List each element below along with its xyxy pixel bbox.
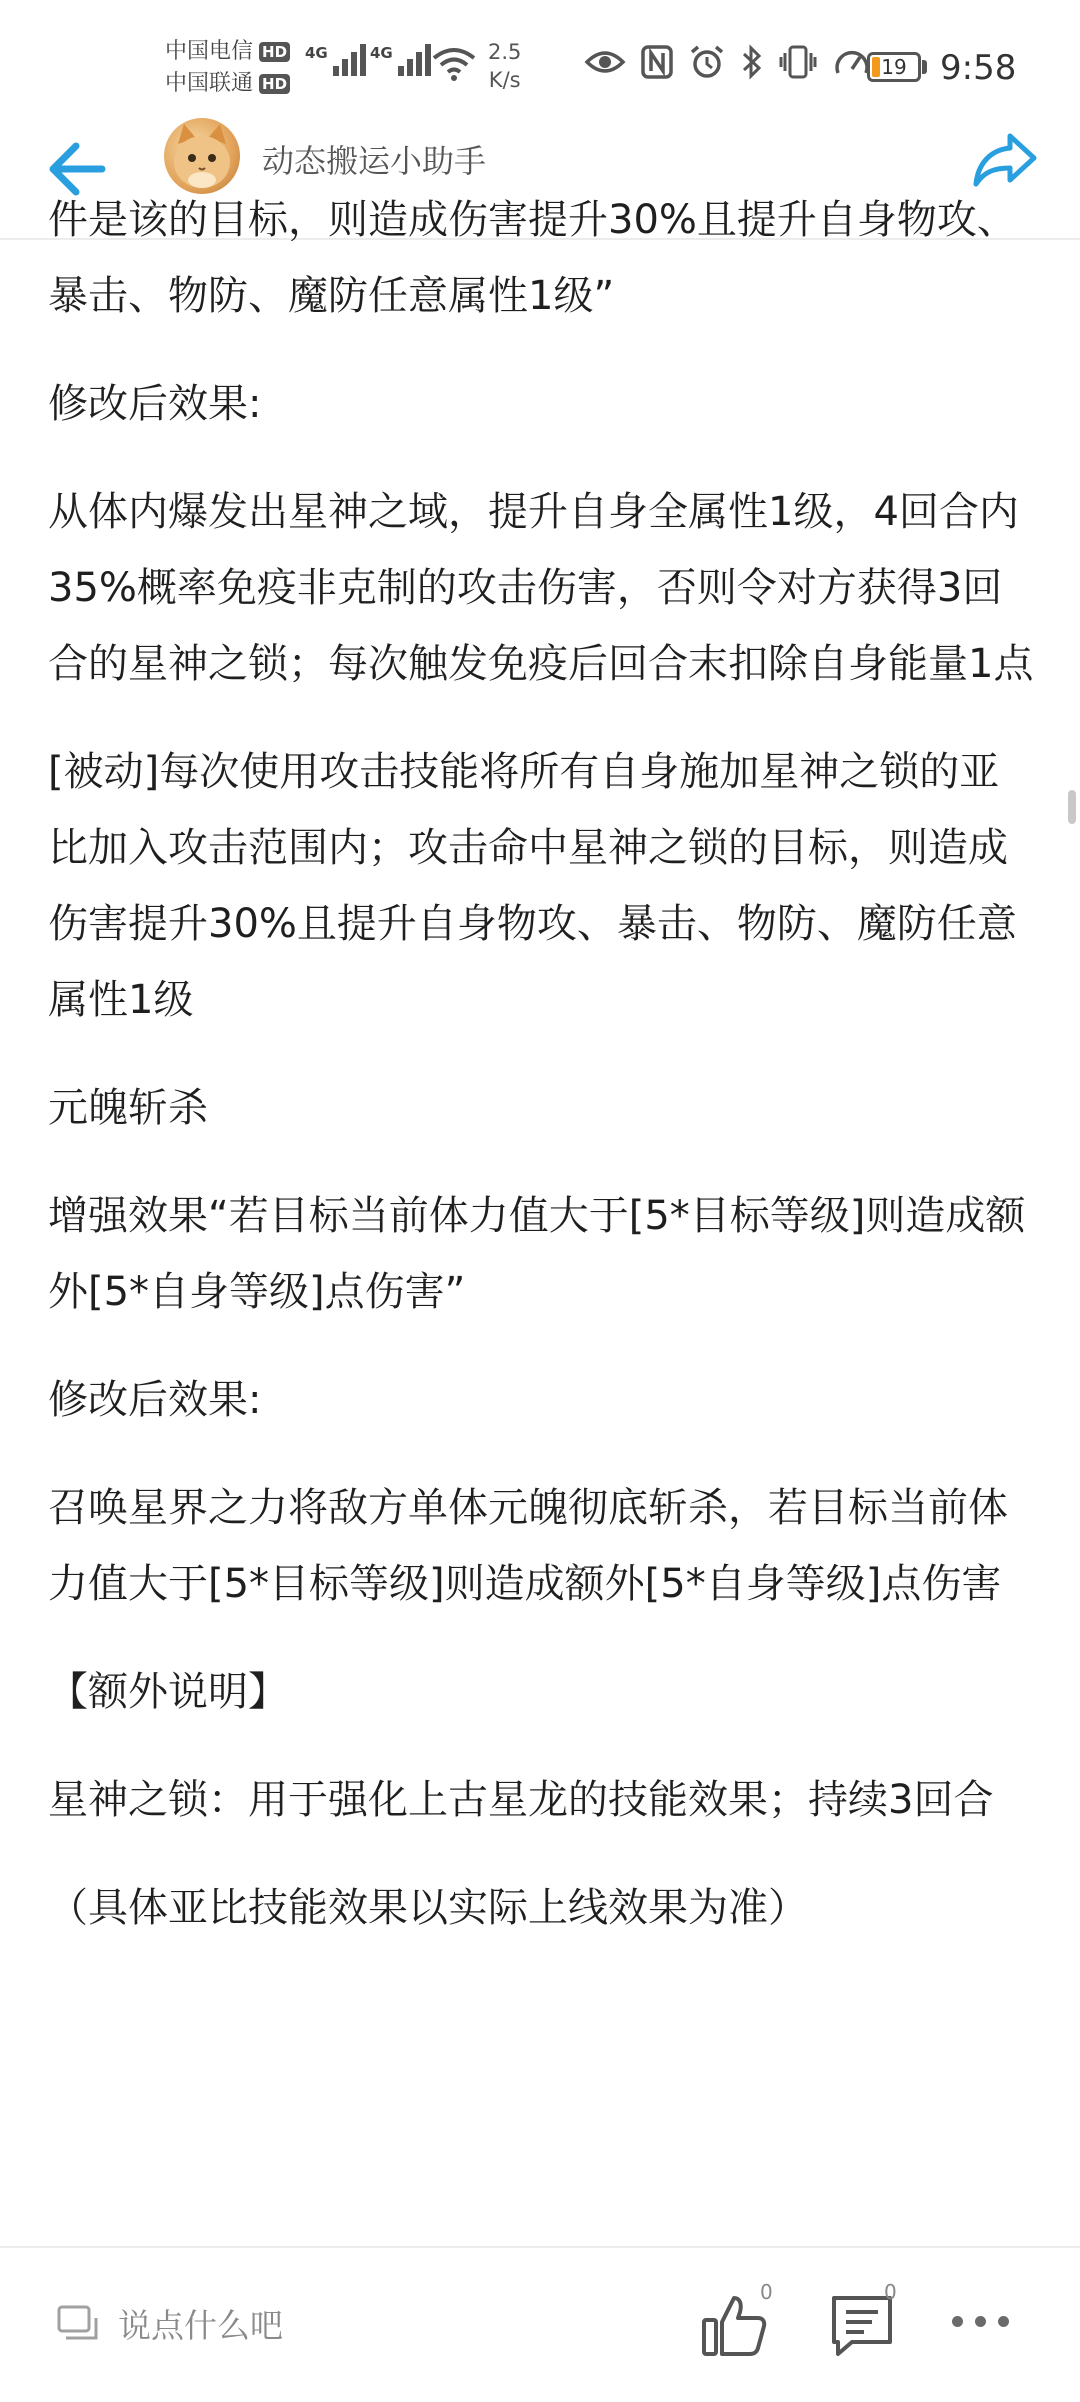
paragraph-extra-notes-heading: 【额外说明】 (48, 1669, 288, 1715)
network-speed (488, 38, 521, 94)
paragraph-summon-effect: 召唤星界之力将敌方单体元魄彻底斩杀，若目标当前体力值大于[5*目标等级]则造成额外[5*自身等级]点伤害 (48, 1485, 1008, 1607)
hd-badge-1: HD (259, 42, 290, 62)
wifi-icon (432, 46, 476, 82)
bottom-action-bar (0, 2246, 1080, 2402)
hd-badge-2: HD (259, 74, 290, 94)
carrier-2: 中国联通 (165, 71, 254, 96)
paragraph-star-domain-effect: 从体内爆发出星神之域，提升自身全属性1级，4回合内35%概率免疫非克制的攻击伤害，否则令对方获得3回合的星神之锁；每次触发免疫后回合末扣除自身能量1点 (48, 489, 1034, 687)
battery-icon (867, 52, 921, 82)
account-name: 动态搬运小助手 (262, 142, 487, 180)
carrier-info (165, 36, 290, 100)
battery-cap (922, 60, 927, 74)
comment-count: 0 (884, 2280, 897, 2304)
clock: 9:58 (940, 48, 1017, 88)
alarm-icon (689, 44, 725, 80)
bluetooth-icon (741, 44, 763, 80)
carrier-1: 中国电信 (165, 39, 254, 64)
eye-icon (585, 48, 625, 76)
net-speed-value: 2.5 (488, 40, 522, 64)
like-count: 0 (760, 2280, 773, 2304)
network-type-1: 4G (305, 44, 328, 62)
speedometer-icon (833, 45, 871, 79)
vibrate-icon (779, 45, 817, 79)
nfc-icon (641, 45, 673, 79)
paragraph-partial-top: 件是该的目标，则造成伤害提升30%且提升自身物攻、暴击、物防、魔防任意属性1级” (48, 197, 1017, 319)
post-text (48, 182, 1038, 1978)
paragraph-skill-name: 元魄斩杀 (48, 1085, 208, 1131)
signal-strength-2 (370, 44, 431, 76)
edit-comment-icon (56, 2304, 100, 2344)
paragraph-modified-effect-heading: 修改后效果: (48, 381, 262, 427)
paragraph-modified-effect-heading-2: 修改后效果: (48, 1377, 262, 1423)
net-speed-unit: K/s (488, 68, 521, 92)
signal-strength-1 (305, 44, 366, 76)
comment-placeholder: 说点什么吧 (118, 2306, 283, 2345)
battery-level: 19 (881, 55, 907, 79)
network-type-2: 4G (370, 44, 393, 62)
paragraph-passive-effect: [被动]每次使用攻击技能将所有自身施加星神之锁的亚比加入攻击范围内；攻击命中星神之锁的目标，则造成伤害提升30%且提升自身物攻、暴击、物防、魔防任意属性1级 (48, 749, 1017, 1023)
paragraph-enhance-effect: 增强效果“若目标当前体力值大于[5*目标等级]则造成额外[5*自身等级]点伤害” (48, 1193, 1026, 1315)
scrollbar[interactable] (1068, 790, 1076, 824)
paragraph-star-lock-note: 星神之锁：用于强化上古星龙的技能效果；持续3回合 (48, 1777, 994, 1823)
post-content[interactable] (0, 197, 1080, 2230)
paragraph-disclaimer: （具体亚比技能效果以实际上线效果为准） (48, 1885, 808, 1931)
comment-input[interactable] (56, 2300, 283, 2347)
more-options-icon[interactable] (952, 2316, 1009, 2327)
system-icons (585, 44, 871, 80)
